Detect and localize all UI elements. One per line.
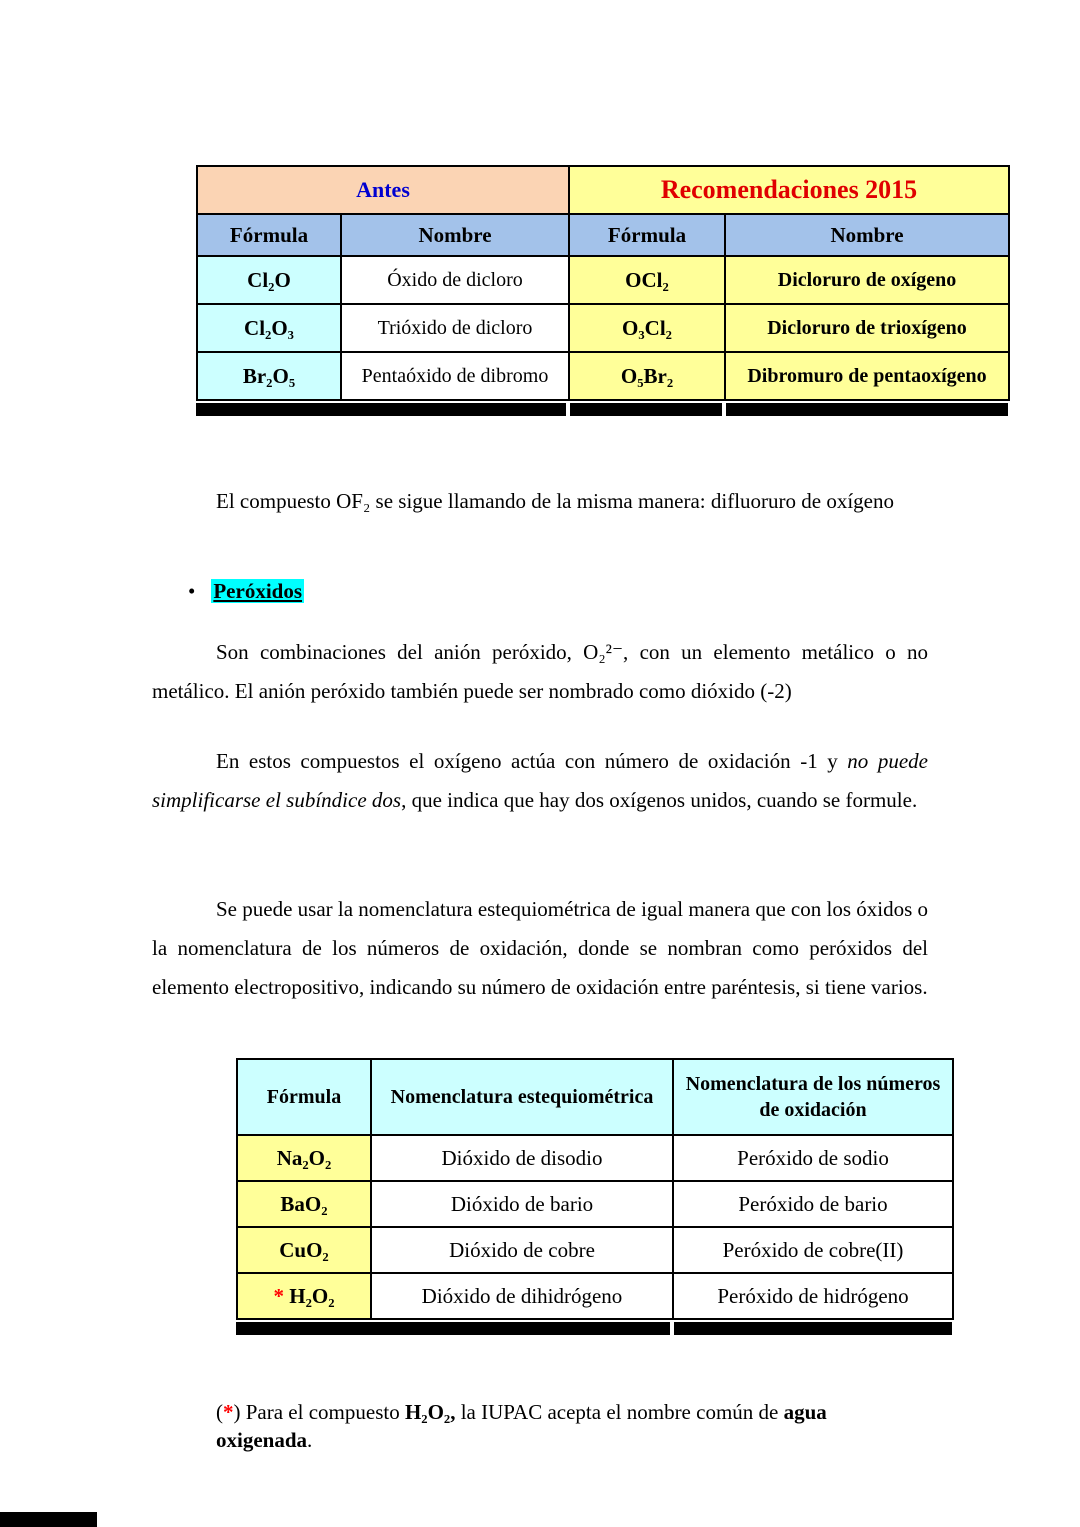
column-header-row [237, 1059, 953, 1135]
stoichiometric-name-cell: Dióxido de cobre [371, 1227, 673, 1273]
paragraph-oxidation-number [152, 742, 928, 820]
antes-group-header: Antes [197, 166, 569, 214]
table-row [237, 1135, 953, 1181]
paragraph-of2: El compuesto OF₂ se sigue llamando de la misma manera: difluoruro de oxígeno [216, 489, 894, 513]
formula-new-cell: O₃Cl₂ [569, 304, 725, 352]
text-run: En estos compuestos el oxígeno actúa con número de oxidación -1 y [216, 749, 848, 773]
footnote [216, 1398, 864, 1454]
oxidation-number-name-cell: Peróxido de bario [673, 1181, 953, 1227]
column-header-row [197, 214, 1009, 256]
peroxide-table [236, 1058, 954, 1320]
footnote-bold-term: agua oxigenada [216, 1400, 827, 1452]
page-corner-bar [0, 1512, 97, 1527]
formula-cell [237, 1273, 371, 1319]
peroxide-table-wrap [236, 1058, 952, 1335]
name-old-cell: Pentaóxido de dibromo [341, 352, 569, 400]
italic-run: no puede simplificarse el subíndice dos [152, 749, 928, 812]
shadow-bar-segment [726, 403, 1008, 416]
shadow-bar-segment [570, 403, 722, 416]
formula-new-cell: O₅Br₂ [569, 352, 725, 400]
col-header-name-old: Nombre [341, 214, 569, 256]
col-header-oxidation-numbers: Nomenclatura de los números de oxidación [673, 1059, 953, 1135]
text-run: ) Para el compuesto [233, 1400, 405, 1424]
formula-old-cell: Cl₂O [197, 256, 341, 304]
text-run: ( [216, 1400, 223, 1424]
oxidation-number-name-cell: Peróxido de sodio [673, 1135, 953, 1181]
oxidation-number-name-cell: Peróxido de cobre(II) [673, 1227, 953, 1273]
formula-cell: CuO₂ [237, 1227, 371, 1273]
paragraph-peroxide-definition: Son combinaciones del anión peróxido, O₂²⁻, con un elemento metálico o no metálico. El anión peróxido también puede ser nombrado como dióxido (-2) [152, 640, 928, 703]
name-new-cell: Dibromuro de pentaoxígeno [725, 352, 1009, 400]
table-row [237, 1273, 953, 1319]
text-run: la IUPAC acepta el nombre común de [455, 1400, 784, 1424]
group-header-row [197, 166, 1009, 214]
name-new-cell: Dicloruro de oxígeno [725, 256, 1009, 304]
name-old-cell: Óxido de dicloro [341, 256, 569, 304]
formula-new-cell: OCl₂ [569, 256, 725, 304]
bullet-icon: • [188, 579, 196, 603]
name-old-cell: Trióxido de dicloro [341, 304, 569, 352]
stoichiometric-name-cell: Dióxido de bario [371, 1181, 673, 1227]
table-shadow-bar [196, 403, 1008, 416]
peroxidos-heading: Peróxidos [213, 579, 303, 603]
table-shadow-bar [236, 1322, 952, 1335]
shadow-bar-segment [674, 1322, 952, 1335]
formula-old-cell: Cl₂O₃ [197, 304, 341, 352]
stoichiometric-name-cell: Dióxido de disodio [371, 1135, 673, 1181]
formula-cell: BaO₂ [237, 1181, 371, 1227]
table-row [237, 1181, 953, 1227]
col-header-formula-new: Fórmula [569, 214, 725, 256]
paragraph-nomenclature-usage: Se puede usar la nomenclatura estequiométrica de igual manera que con los óxidos o la nomenclatura de los números de oxidación, donde se nombran como peróxidos del elemento electropositivo, indicando su número de oxidación entre paréntesis, si tiene varios. [152, 897, 929, 999]
oxidation-number-name-cell: Peróxido de hidrógeno [673, 1273, 953, 1319]
stoichiometric-name-cell: Dióxido de dihidrógeno [371, 1273, 673, 1319]
footnote-formula: H₂O₂, [404, 1400, 456, 1424]
text-run: , que indica que hay dos oxígenos unidos, cuando se formule. [401, 788, 918, 812]
footnote-star: * [273, 1283, 290, 1308]
oxide-nomenclature-table [196, 165, 1010, 401]
col-header-name-new: Nombre [725, 214, 1009, 256]
formula-old-cell: Br₂O₅ [197, 352, 341, 400]
table-row [197, 352, 1009, 400]
shadow-bar-segment [236, 1322, 670, 1335]
col-header-stoichiometric: Nomenclatura estequiométrica [371, 1059, 673, 1135]
formula-cell: Na₂O₂ [237, 1135, 371, 1181]
text-run: . [307, 1428, 313, 1452]
table-row [197, 304, 1009, 352]
col-header-formula: Fórmula [237, 1059, 371, 1135]
col-header-formula-old: Fórmula [197, 214, 341, 256]
formula-text: H₂O₂ [289, 1283, 335, 1308]
name-new-cell: Dicloruro de trioxígeno [725, 304, 1009, 352]
table-row [237, 1227, 953, 1273]
recomendaciones-group-header: Recomendaciones 2015 [569, 166, 1009, 214]
oxide-nomenclature-table-wrap [196, 165, 1008, 416]
table-row [197, 256, 1009, 304]
peroxidos-bullet-item [188, 576, 304, 606]
shadow-bar-segment [196, 403, 566, 416]
footnote-asterisk: * [223, 1400, 234, 1424]
